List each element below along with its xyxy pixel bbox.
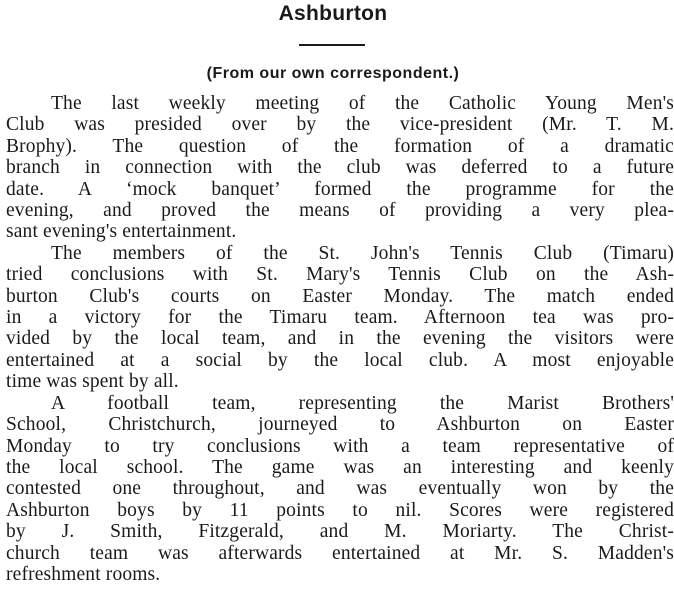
text-line: vided by the local team, and in the evening the visitors were — [6, 328, 674, 350]
text-line: in a victory for the Timaru team. Afternoon tea was pro- — [6, 307, 674, 329]
article-body — [6, 93, 674, 585]
text-line: entertained at a social by the local club. A most enjoyable — [6, 349, 674, 371]
text-line: date. A ‘mock banquet’ formed the programme for the — [6, 178, 674, 200]
paragraph-tennis-club — [6, 243, 674, 393]
text-line: A football team, representing the Marist Brothers' — [51, 392, 674, 414]
text-line: by J. Smith, Fitzgerald, and M. Moriarty. The Christ- — [6, 521, 674, 543]
paragraph-football-team — [6, 393, 674, 586]
text-line: The last weekly meeting of the Catholic Young Men's — [51, 93, 674, 114]
text-line: evening, and proved the means of providing a very plea- — [6, 200, 674, 222]
text-line: Brophy). The question of the formation of a dramatic — [6, 135, 674, 157]
text-line: branch in connection with the club was deferred to a future — [6, 157, 674, 179]
text-line: time was spent by all. — [6, 371, 179, 393]
text-line: Monday to try conclusions with a team representative of — [6, 435, 674, 457]
text-line: refreshment rooms. — [6, 563, 161, 585]
text-line: burton Club's courts on Easter Monday. The match ended — [6, 285, 674, 307]
text-line: the local school. The game was an interesting and keenly — [6, 456, 674, 478]
article-headline: Ashburton — [278, 2, 388, 25]
text-line: The members of the St. John's Tennis Club (Timaru) — [51, 242, 674, 264]
text-line: contested one throughout, and was eventually won by the — [6, 478, 674, 500]
text-line: Ashburton boys by 11 points to nil. Scores were registered — [6, 499, 674, 521]
article-byline: (From our own correspondent.) — [206, 65, 460, 82]
text-line: School, Christchurch, journeyed to Ashburton on Easter — [6, 414, 674, 436]
headline-rule — [299, 44, 365, 46]
paragraph-club-meeting — [6, 93, 674, 243]
text-line: sant evening's entertainment. — [6, 221, 237, 243]
text-line: tried conclusions with St. Mary's Tennis Club on the Ash- — [6, 264, 674, 286]
text-line: Club was presided over by the vice-president (Mr. T. M. — [6, 114, 674, 136]
text-line: church team was afterwards entertained at Mr. S. Madden's — [6, 542, 674, 564]
